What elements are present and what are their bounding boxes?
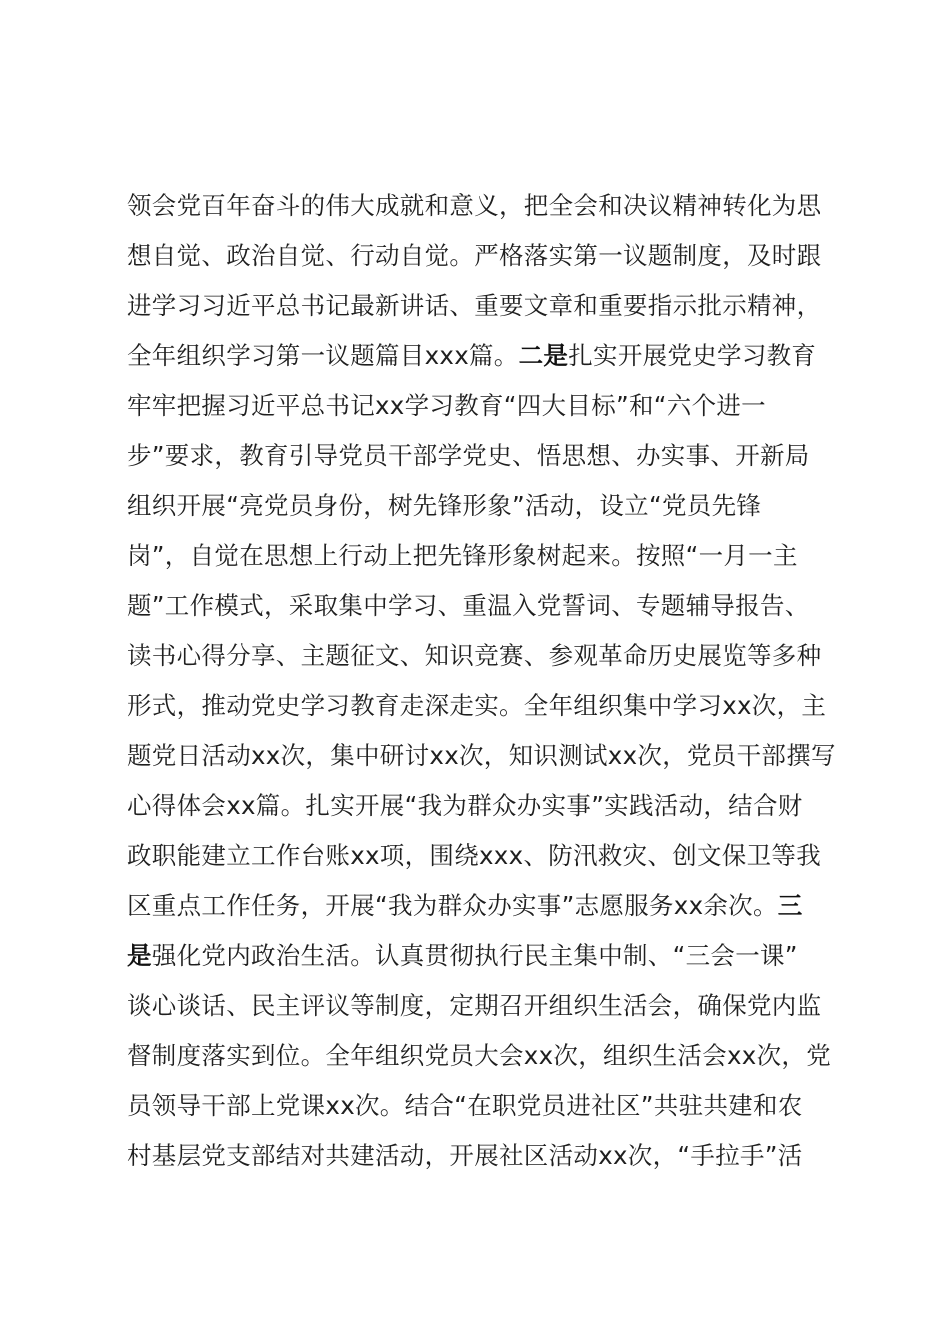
text-run: 村基层党支部结对共建活动，开展社区活动xx次，“手拉手”活 <box>127 1141 803 1170</box>
text-run: 组织开展“亮党员身份，树先锋形象”活动，设立“党员先锋 <box>127 491 762 520</box>
text-line <box>127 731 867 781</box>
text-line <box>127 1031 867 1081</box>
text-line <box>127 431 867 481</box>
text-line <box>127 231 867 281</box>
text-run: 读书心得分享、主题征文、知识竞赛、参观革命历史展览等多种 <box>127 641 822 670</box>
text-run: 督制度落实到位。全年组织党员大会xx次，组织生活会xx次，党 <box>127 1041 831 1070</box>
text-run: 领会党百年奋斗的伟大成就和意义，把全会和决议精神转化为思 <box>127 191 822 220</box>
text-line <box>127 1081 867 1131</box>
text-run: 全年组织学习第一议题篇目xxx篇。 <box>127 341 519 370</box>
text-line <box>127 381 867 431</box>
text-run: 步”要求，教育引导党员干部学党史、悟思想、办实事、开新局 <box>127 441 810 470</box>
text-run: 谈心谈话、民主评议等制度，定期召开组织生活会，确保党内监 <box>127 991 822 1020</box>
text-run: 员领导干部上党课xx次。结合“在职党员进社区”共驻共建和农 <box>127 1091 803 1120</box>
text-run: 题”工作模式，采取集中学习、重温入党誓词、专题辅导报告、 <box>127 591 810 620</box>
text-line <box>127 831 867 881</box>
text-run: 区重点工作任务，开展“我为群众办实事”志愿服务xx余次。 <box>127 891 778 920</box>
text-run: 强化党内政治生活。认真贯彻执行民主集中制、“三会一课” <box>151 941 798 970</box>
text-line <box>127 181 867 231</box>
text-run: 牢牢把握习近平总书记xx学习教育“四大目标”和“六个进一 <box>127 391 766 420</box>
body-paragraph <box>127 181 867 1181</box>
text-line <box>127 681 867 731</box>
text-run: 政职能建立工作台账xx项，围绕xxx、防汛救灾、创文保卫等我 <box>127 841 821 870</box>
text-line <box>127 281 867 331</box>
text-line <box>127 531 867 581</box>
text-run: 扎实开展党史学习教育 <box>568 341 817 370</box>
text-line <box>127 631 867 681</box>
text-run: 进学习习近平总书记最新讲话、重要文章和重要指示批示精神， <box>127 291 822 320</box>
text-run: 心得体会xx篇。扎实开展“我为群众办实事”实践活动，结合财 <box>127 791 803 820</box>
text-line <box>127 581 867 631</box>
text-line <box>127 331 867 381</box>
text-run: 形式，推动党史学习教育走深走实。全年组织集中学习xx次，主 <box>127 691 827 720</box>
text-line <box>127 481 867 531</box>
bold-ordinal: 二是 <box>518 341 569 370</box>
text-line <box>127 881 867 931</box>
text-run: 想自觉、政治自觉、行动自觉。严格落实第一议题制度，及时跟 <box>127 241 822 270</box>
text-run: 题党日活动xx次，集中研讨xx次，知识测试xx次，党员干部撰写 <box>127 741 836 770</box>
text-run: 岗”，自觉在思想上行动上把先锋形象树起来。按照“一月一主 <box>127 541 798 570</box>
bold-ordinal: 是 <box>127 941 152 970</box>
text-line <box>127 981 867 1031</box>
text-line <box>127 781 867 831</box>
bold-ordinal: 三 <box>777 891 803 920</box>
text-line <box>127 931 867 981</box>
text-line <box>127 1131 867 1181</box>
